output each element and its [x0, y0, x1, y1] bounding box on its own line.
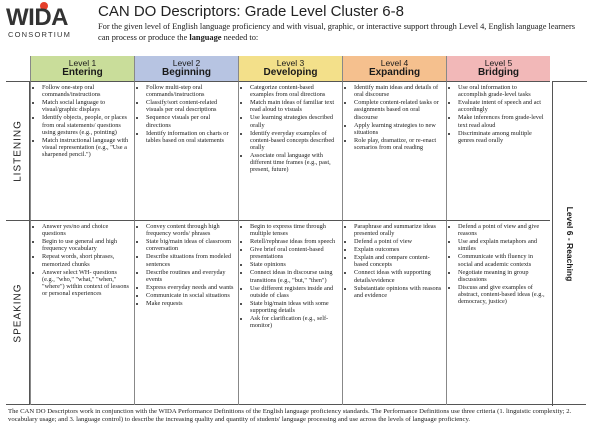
descriptor-item: • Describe routines and everyday events	[146, 269, 235, 283]
speaking-cell-level-5	[446, 220, 550, 405]
level-name: Expanding	[368, 67, 421, 78]
descriptor-item: • Use learning strategies described orally	[250, 114, 339, 128]
descriptor-item: • Identify everyday examples of content-based concepts described orally	[250, 130, 339, 152]
speaking-cell-level-1	[30, 220, 134, 405]
row-label-text: SPEAKING	[12, 283, 23, 343]
level-name: Developing	[263, 67, 318, 78]
level-number: Level 1	[68, 58, 97, 68]
level-name: Entering	[62, 67, 103, 78]
wida-logo	[6, 4, 86, 52]
descriptor-item: • Connect ideas with supporting details/evidence	[354, 269, 443, 283]
descriptor-item: • Use different registers inside and outside of class	[250, 285, 339, 299]
logo-subtitle: CONSORTIUM	[8, 30, 72, 39]
row-label-speaking	[6, 220, 30, 405]
descriptor-item: • Give brief oral content-based presentations	[250, 246, 339, 260]
descriptor-item: • Make requests	[146, 300, 235, 307]
listening-cell-level-3	[238, 81, 342, 220]
descriptor-item: • State big/main ideas with some supporting details	[250, 300, 339, 314]
logo-word: WIDA	[6, 4, 68, 31]
level-header-1	[30, 56, 134, 81]
level-6-side-label: Level 6 - Reaching	[552, 81, 587, 406]
row-label-listening	[6, 81, 30, 220]
descriptor-list	[33, 223, 131, 297]
level-name: Beginning	[162, 67, 211, 78]
descriptor-item: • Use and explain metaphors and similes	[458, 238, 547, 252]
table-corner	[6, 56, 30, 81]
level-number: Level 5	[484, 58, 513, 68]
descriptor-item: • Describe situations from modeled sentences	[146, 253, 235, 267]
descriptor-item: • Identify information on charts or tables based on oral statements	[146, 130, 235, 144]
footer-note: The CAN DO Descriptors work in conjunction with the WIDA Performance Definitions of the English language proficiency standards. The Performance Definitions use three criteria (1. linguistic complexity; 2. vocabulary usage; and 3. language control) to describe the increasing quality and quantity of students' language processing and use across the levels of language proficiency.	[8, 408, 572, 423]
descriptor-list	[345, 223, 443, 299]
level-header-5	[446, 56, 550, 81]
speaking-cell-level-4	[342, 220, 446, 405]
descriptor-item: • Ask for clarification (e.g., self-monitor)	[250, 315, 339, 329]
descriptor-item: • Use oral information to accomplish grade-level tasks	[458, 84, 547, 98]
descriptor-item: • Apply learning strategies to new situations	[354, 122, 443, 136]
descriptor-item: • Convey content through high frequency words/ phrases	[146, 223, 235, 237]
descriptor-item: • Evaluate intent of speech and act accordingly	[458, 99, 547, 113]
descriptor-item: • Begin to express time through multiple tenses	[250, 223, 339, 237]
descriptor-item: • Explain and compare content-based concepts	[354, 254, 443, 268]
descriptor-item: • Follow one-step oral commands/instructions	[42, 84, 131, 98]
descriptor-list	[241, 223, 339, 329]
descriptor-item: • Follow multi-step oral commands/instructions	[146, 84, 235, 98]
descriptor-item: • Defend a point of view and give reasons	[458, 223, 547, 237]
descriptor-list	[241, 84, 339, 174]
descriptor-item: • Identify main ideas and details of oral discourse	[354, 84, 443, 98]
descriptor-list	[449, 223, 547, 305]
descriptor-item: • Answer select WH- questions (e.g., "who," "what," "when," "where") within context of lessons or personal experiences	[42, 269, 131, 298]
descriptor-item: • Discriminate among multiple genres read orally	[458, 130, 547, 144]
row-label-text: LISTENING	[12, 120, 23, 182]
listening-cell-level-4	[342, 81, 446, 220]
level-header-3	[238, 56, 342, 81]
descriptor-item: • Explain outcomes	[354, 246, 443, 253]
listening-cell-level-2	[134, 81, 238, 220]
page-title: CAN DO Descriptors: Grade Level Cluster 6-8	[98, 3, 404, 20]
descriptor-item: • Match instructional language with visual representation (e.g., "Use a sharpened pencil.")	[42, 137, 131, 159]
descriptor-item: • Retell/rephrase ideas from speech	[250, 238, 339, 245]
level-number: Level 4	[380, 58, 409, 68]
descriptor-list	[137, 223, 235, 307]
descriptor-item: • Connect ideas in discourse using transitions (e.g., "but," "then")	[250, 269, 339, 283]
descriptor-item: • State big/main ideas of classroom conversation	[146, 238, 235, 252]
speaking-cell-level-2	[134, 220, 238, 405]
listening-cell-level-5	[446, 81, 550, 220]
descriptor-item: • Match social language to visual/graphic displays	[42, 99, 131, 113]
descriptor-item: • State opinions	[250, 261, 339, 268]
descriptor-list	[33, 84, 131, 158]
descriptor-item: • Express everyday needs and wants	[146, 284, 235, 291]
descriptor-item: • Role play, dramatize, or re-enact scenarios from oral reading	[354, 137, 443, 151]
descriptor-item: • Classify/sort content-related visuals per oral descriptions	[146, 99, 235, 113]
descriptor-list	[137, 84, 235, 144]
descriptor-item: • Repeat words, short phrases, memorized chunks	[42, 253, 131, 267]
descriptor-item: • Answer yes/no and choice questions	[42, 223, 131, 237]
descriptor-item: • Identify objects, people, or places from oral statements/ questions using gestures (e.g., pointing)	[42, 114, 131, 136]
speaking-cell-level-3	[238, 220, 342, 405]
descriptor-item: • Communicate with fluency in social and academic contexts	[458, 253, 547, 267]
level-name: Bridging	[477, 67, 520, 78]
descriptor-item: • Discuss and give examples of abstract, content-based ideas (e.g., democracy, justice)	[458, 284, 547, 306]
listening-cell-level-1	[30, 81, 134, 220]
descriptor-item: • Complete content-related tasks or assignments based on oral discourse	[354, 99, 443, 121]
descriptor-table	[6, 56, 586, 405]
descriptor-item: • Match main ideas of familiar text read aloud to visuals	[250, 99, 339, 113]
descriptor-item: • Begin to use general and high frequency vocabulary	[42, 238, 131, 252]
descriptor-item: • Categorize content-based examples from oral directions	[250, 84, 339, 98]
intro-text: For the given level of English language proficiency and with visual, graphic, or interactive support through Level 4, English language learners can process or produce the language needed to:	[98, 22, 576, 42]
descriptor-item: • Substantiate opinions with reasons and evidence	[354, 285, 443, 299]
descriptor-item: • Sequence visuals per oral directions	[146, 114, 235, 128]
descriptor-item: • Make inferences from grade-level text read aloud	[458, 114, 547, 128]
level-number: Level 3	[276, 58, 305, 68]
descriptor-list	[345, 84, 443, 151]
descriptor-item: • Associate oral language with different time frames (e.g., past, present, future)	[250, 152, 339, 174]
descriptor-item: • Negotiate meaning in group discussions	[458, 269, 547, 283]
level-header-2	[134, 56, 238, 81]
descriptor-item: • Paraphrase and summarize ideas presented orally	[354, 223, 443, 237]
descriptor-item: • Defend a point of view	[354, 238, 443, 245]
descriptor-list	[449, 84, 547, 144]
level-header-4	[342, 56, 446, 81]
level-number: Level 2	[172, 58, 201, 68]
descriptor-item: • Communicate in social situations	[146, 292, 235, 299]
